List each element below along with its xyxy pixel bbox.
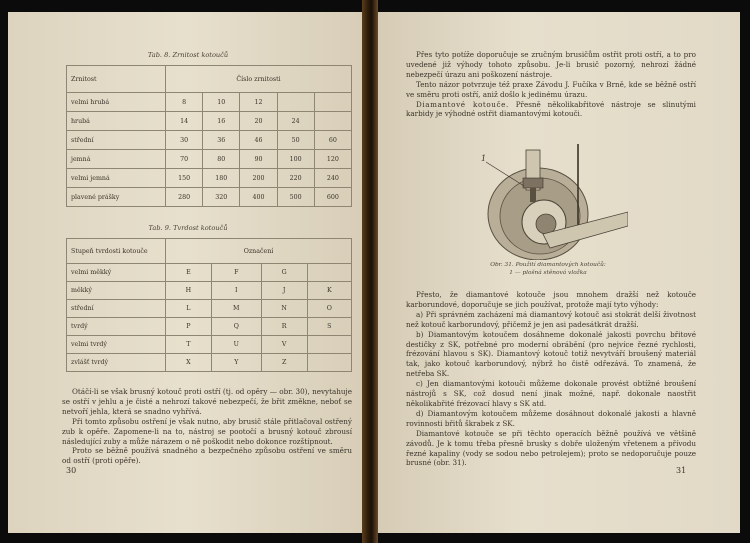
table9-row-label: měkký — [67, 282, 166, 300]
table9-cell: M — [211, 300, 261, 318]
table8-row-label: střední — [67, 131, 166, 150]
right-top-text — [406, 50, 696, 119]
left-paragraph-1: Otáčí-li se však brusný kotouč proti ostří (tj. od opěry — obr. 30), nevytahuje se ostří v jehlu a je čisté a nehrozí takové nebezpečí, že břit změkne, neboť se netvoří jehla, která se snadno vyhřívá. — [62, 387, 352, 416]
table9-cell: K — [307, 282, 351, 300]
right-body-last: Diamantové kotouče se při těchto operacích běžně používá ve většině závodů. Je k tomu třeba přesně brusky s dobře uloženým vřetenem a přívodu řezné kapaliny (vody se sodou nebo petrolejem); proto se nedoporučuje pouze brusné (obr. 31). — [406, 428, 696, 468]
table9-header-values: Označení — [166, 239, 352, 264]
table9-row-label: tvrdý — [67, 318, 166, 336]
table9-cell: H — [166, 282, 212, 300]
table8-row-label: hrubá — [67, 112, 166, 131]
left-paragraph-2: Při tomto způsobu ostření je však nutno, aby brusič stále přitlačoval ostřený zub k opěře. Zapomene-li na to, nástroj se pootočí a brusný kotouč zbrousí následující zuby a může nárazem o ně poškodit nebo dokonce rozštípnout. — [62, 416, 352, 446]
figure-caption-line1: Obr. 31. Použití diamantových kotoučů: — [490, 262, 606, 268]
table8-header-label: Zrnitost — [67, 66, 166, 93]
table9-cell — [307, 354, 351, 372]
table9-row — [67, 300, 352, 318]
table9-row-label: zvlášť tvrdý — [67, 354, 166, 372]
table8-cell: 500 — [277, 188, 314, 207]
table9-row — [67, 318, 352, 336]
table9-cell: X — [166, 354, 212, 372]
table9-cell: E — [166, 264, 212, 282]
right-paragraph-2: Tento názor potvrzuje též praxe Závodu J. Fučíka v Brně, kde se běžně ostří ve směru proti ostří, aniž došlo k jedinému úrazu. — [406, 79, 696, 99]
table9-cell: Z — [261, 354, 307, 372]
table8-cell: 100 — [277, 150, 314, 169]
table8-cell — [314, 112, 351, 131]
hardness-table — [66, 238, 352, 372]
table9-cell: S — [307, 318, 351, 336]
right-body-a: a) Při správném zacházení má diamantový kotouč asi stokrát delší životnost než kotouč karborundový, přičemž je jen asi padesátkrát dražší. — [406, 309, 696, 329]
right-body-b: b) Diamantovým kotoučem dosáhneme dokonalé jakosti povrchu břitové destičky z SK, potřebné pro moderní obrábění (pro nejvíce řezné rychlosti, frézování hlavou s SK). Diamantový kotouč totiž nevytváří broušený materiál tak, jako kotouč karborundový, nýbrž ho čistě odřezává. To znamená, že netřeba SK. — [406, 329, 696, 379]
table8-cell: 60 — [314, 131, 351, 150]
right-paragraph-1: Přes tyto potíže doporučuje se zručným brusičům ostřit proti ostří, a to pro uvedené již výhody tohoto způsobu. Je-li brusič pozorný, nehrozí žádné nebezpečí úrazu ani poškození nástroje. — [406, 50, 696, 79]
table8-row — [67, 169, 352, 188]
table9-cell: N — [261, 300, 307, 318]
table8-header-values: Číslo zrnitosti — [166, 66, 352, 93]
right-body-c: c) Jen diamantovými kotouči můžeme dokonale provést obtížné broušení nástrojů s SK, což dosud není jinak možné, např. dokonale naostřit několikabřité frézovací hlavy s SK atd. — [406, 379, 696, 408]
table8-cell — [314, 93, 351, 112]
table8-cell: 8 — [166, 93, 203, 112]
table8-cell: 16 — [203, 112, 240, 131]
table9-cell — [307, 264, 351, 282]
table9-cell: U — [211, 336, 261, 354]
table9-cell: J — [261, 282, 307, 300]
right-body-d: d) Diamantovým kotoučem můžeme dosáhnout dokonalé jakosti a hlavně rovinnosti břitů škrabek z SK. — [406, 408, 696, 428]
table9-row-label: velmi tvrdý — [67, 336, 166, 354]
table8-row-label: jemná — [67, 150, 166, 169]
grain-size-table — [66, 65, 352, 207]
table9-cell: L — [166, 300, 212, 318]
table9-cell: F — [211, 264, 261, 282]
right-body-text — [406, 290, 696, 468]
table8-row-label: velmi hrubá — [67, 93, 166, 112]
table8-row — [67, 150, 352, 169]
left-paragraph-3: Proto se běžně používá snadného a bezpečného způsobu ostření ve směru od ostří (proti opěře). — [62, 446, 352, 466]
diamond-intro: Přesně několikabřitové nástroje se slinutými karbidy je výhodné ostřit diamantovými kotouči. — [406, 99, 696, 119]
table8-cell: 10 — [203, 93, 240, 112]
table9-caption: Tab. 9. Tvrdost kotoučů — [148, 224, 228, 232]
table8-row-label: velmi jemná — [67, 169, 166, 188]
table8-cell: 220 — [277, 169, 314, 188]
table8-cell: 240 — [314, 169, 351, 188]
table9-cell: O — [307, 300, 351, 318]
table9-cell: I — [211, 282, 261, 300]
table8-cell: 400 — [240, 188, 277, 207]
diamond-heading: Diamantové kotouče. — [416, 99, 509, 109]
right-body-1: Přesto, že diamantové kotouče jsou mnohem dražší než kotouče karborundové, doporučuje se jich používat, protože mají tyto výhody: — [406, 290, 696, 309]
table9-row — [67, 336, 352, 354]
table8-cell: 200 — [240, 169, 277, 188]
table8-row — [67, 188, 352, 207]
page-number-left: 30 — [66, 466, 77, 475]
table8-cell: 24 — [277, 112, 314, 131]
table8-cell: 20 — [240, 112, 277, 131]
figure-caption — [438, 262, 658, 277]
table9-cell: P — [166, 318, 212, 336]
figure-caption-line2: 1 — plošná stěnová vložka — [509, 269, 587, 276]
table8-cell: 80 — [203, 150, 240, 169]
table8-cell: 280 — [166, 188, 203, 207]
table8-cell: 600 — [314, 188, 351, 207]
table8-row-label: plavené prášky — [67, 188, 166, 207]
table8-cell — [277, 93, 314, 112]
diamond-wheel-figure — [478, 142, 628, 260]
table9-row-label: velmi měkký — [67, 264, 166, 282]
table8-cell: 46 — [240, 131, 277, 150]
table8-cell: 150 — [166, 169, 203, 188]
table8-cell: 90 — [240, 150, 277, 169]
table9-cell: G — [261, 264, 307, 282]
table8-caption: Tab. 8. Zrnitost kotoučů — [147, 51, 229, 59]
table8-cell: 120 — [314, 150, 351, 169]
table8-cell: 14 — [166, 112, 203, 131]
table8-cell: 30 — [166, 131, 203, 150]
table8-cell: 50 — [277, 131, 314, 150]
table9-row — [67, 354, 352, 372]
table9-row — [67, 264, 352, 282]
figure-label-1: 1 — [481, 154, 487, 163]
left-page — [8, 12, 362, 533]
table8-cell: 70 — [166, 150, 203, 169]
left-body-text — [62, 387, 352, 466]
table8-cell: 180 — [203, 169, 240, 188]
page-number-right: 31 — [676, 466, 687, 475]
table8-cell: 12 — [240, 93, 277, 112]
right-page — [378, 12, 740, 533]
table9-cell: V — [261, 336, 307, 354]
table9-cell: R — [261, 318, 307, 336]
table9-row-label: střední — [67, 300, 166, 318]
table8-row — [67, 131, 352, 150]
table9-cell: T — [166, 336, 212, 354]
table8-row — [67, 93, 352, 112]
table9-header-label: Stupeň tvrdosti kotouče — [67, 239, 166, 264]
table8-row — [67, 112, 352, 131]
table9-cell: Q — [211, 318, 261, 336]
table9-cell — [307, 336, 351, 354]
diamond-paragraph — [406, 100, 696, 120]
table9-cell: Y — [211, 354, 261, 372]
table8-cell: 36 — [203, 131, 240, 150]
table8-cell: 320 — [203, 188, 240, 207]
table9-row — [67, 282, 352, 300]
book-spine — [362, 0, 378, 543]
